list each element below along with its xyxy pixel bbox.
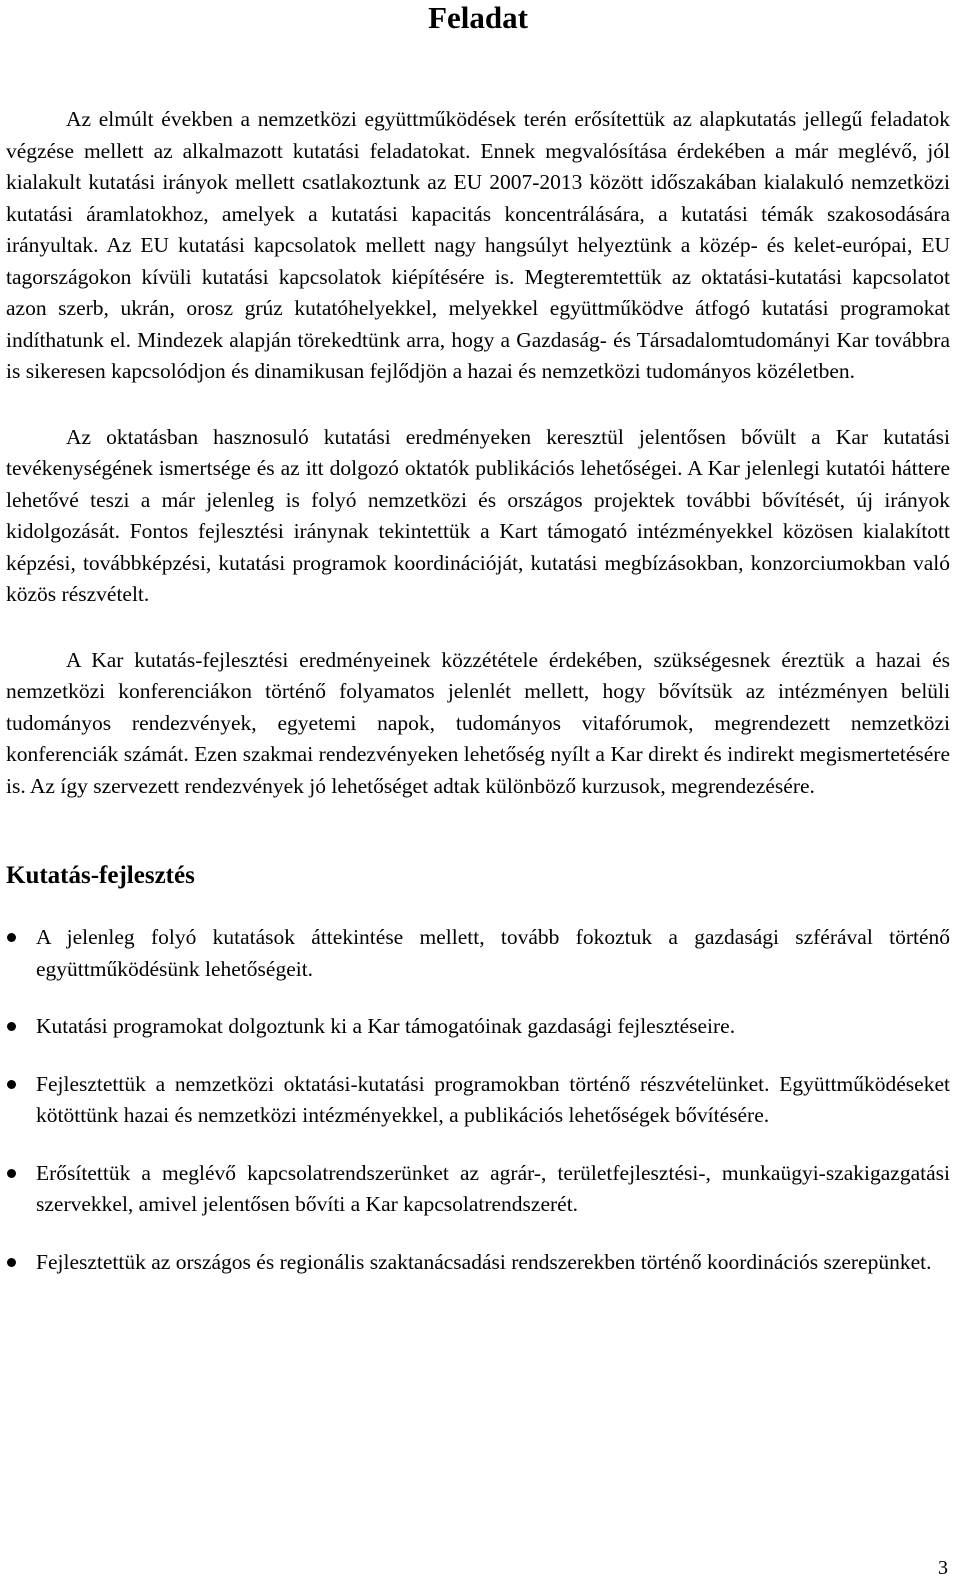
list-item-text: Fejlesztettük a nemzetközi oktatási-kutatási programokban történő részvételünket. Együttműködéseket kötöttünk hazai és nemzetközi intézményekkel, a publikációs lehetőségek bővítésére. <box>36 1071 950 1127</box>
paragraph-international-cooperation: Az elmúlt években a nemzetközi együttműködések terén erősítettük az alapkutatás jellegű feladatok végzése mellett az alkalmazott kutatási feladatokat. Ennek megvalósítása érdekében a már meglévő, jól kialakult kutatási irányok mellett csatlakoztunk az EU 2007-2013 között időszakában kialakuló nemzetközi kutatási áramlatokhoz, amelyek a kutatási kapacitás koncentrálására, a kutatási témák szakosodására irányultak. Az EU kutatási kapcsolatok mellett nagy hangsúlyt helyeztünk a közép- és kelet-európai, EU tagországokon kívüli kutatási kapcsolatok kiépítésére is. Megteremtettük az oktatási-kutatási kapcsolatot azon szerb, ukrán, orosz grúz kutatóhelyekkel, melyekkel együttműködve átfogó kutatási programokat indíthatunk el. Mindezek alapján törekedtünk arra, hogy a Gazdaság- és Társadalomtudományi Kar továbbra is sikeresen kapcsolódjon és dinamikusan fejlődjön a hazai és nemzetközi tudományos közéletben. <box>6 107 950 383</box>
list-item <box>6 1011 950 1043</box>
page-title: Feladat <box>428 0 528 35</box>
bullet-icon <box>7 1080 16 1089</box>
list-item <box>6 1158 950 1221</box>
bullet-icon <box>7 933 16 942</box>
list-item-text: Erősítettük a meglévő kapcsolatrendszerünket az agrár-, területfejlesztési-, munkaügyi-szakigazgatási szervekkel, amivel jelentősen bővíti a Kar kapcsolatrendszerét. <box>36 1160 950 1216</box>
section-heading: Kutatás-fejlesztés <box>6 862 195 889</box>
paragraph-research-results: Az oktatásban hasznosuló kutatási eredményeken keresztül jelentősen bővült a Kar kutatási tevékenységének ismertsége és az itt dolgozó oktatók publikációs lehetőségei. A Kar jelenlegi kutatói háttere lehetővé teszi a már jelenleg is folyó nemzetközi és országos projektek további bővítését, új irányok kidolgozását. Fontos fejlesztési iránynak tekintettük a Kart támogató intézményekkel közösen kialakított képzési, továbbképzési, kutatási programok koordinációját, kutatási megbízásokban, konzorciumokban való közös részvételt. <box>6 424 950 606</box>
page-number: 3 <box>938 1557 948 1579</box>
paragraph-conferences: A Kar kutatás-fejlesztési eredményeinek közzététele érdekében, szükségesnek éreztük a hazai és nemzetközi konferenciákon történő folyamatos jelenlét mellett, hogy bővítsük az intézményen belüli tudományos rendezvények, egyetemi napok, tudományos vitafórumok, megrendezett nemzetközi konferenciák számát. Ezen szakmai rendezvényeken lehetőség nyílt a Kar direkt és indirekt megismertetésére is. Az így szervezett rendezvények jó lehetőséget adtak különböző kurzusok, megrendezésére. <box>6 647 950 798</box>
bullet-icon <box>7 1022 16 1031</box>
list-item-text: Kutatási programokat dolgoztunk ki a Kar támogatóinak gazdasági fejlesztéseire. <box>36 1014 736 1038</box>
list-item <box>6 1247 950 1279</box>
bullet-icon <box>7 1169 16 1178</box>
list-item <box>6 1069 950 1132</box>
bullet-icon <box>7 1258 16 1267</box>
bullet-list <box>6 922 950 1278</box>
list-item <box>6 922 950 985</box>
list-item-text: A jelenleg folyó kutatások áttekintése mellett, tovább fokoztuk a gazdasági szférával történő együttműködésünk lehetőségeit. <box>36 925 950 981</box>
list-item-text: Fejlesztettük az országos és regionális szaktanácsadási rendszerekben történő koordinációs szerepünket. <box>36 1249 932 1274</box>
document-page <box>6 0 950 1304</box>
